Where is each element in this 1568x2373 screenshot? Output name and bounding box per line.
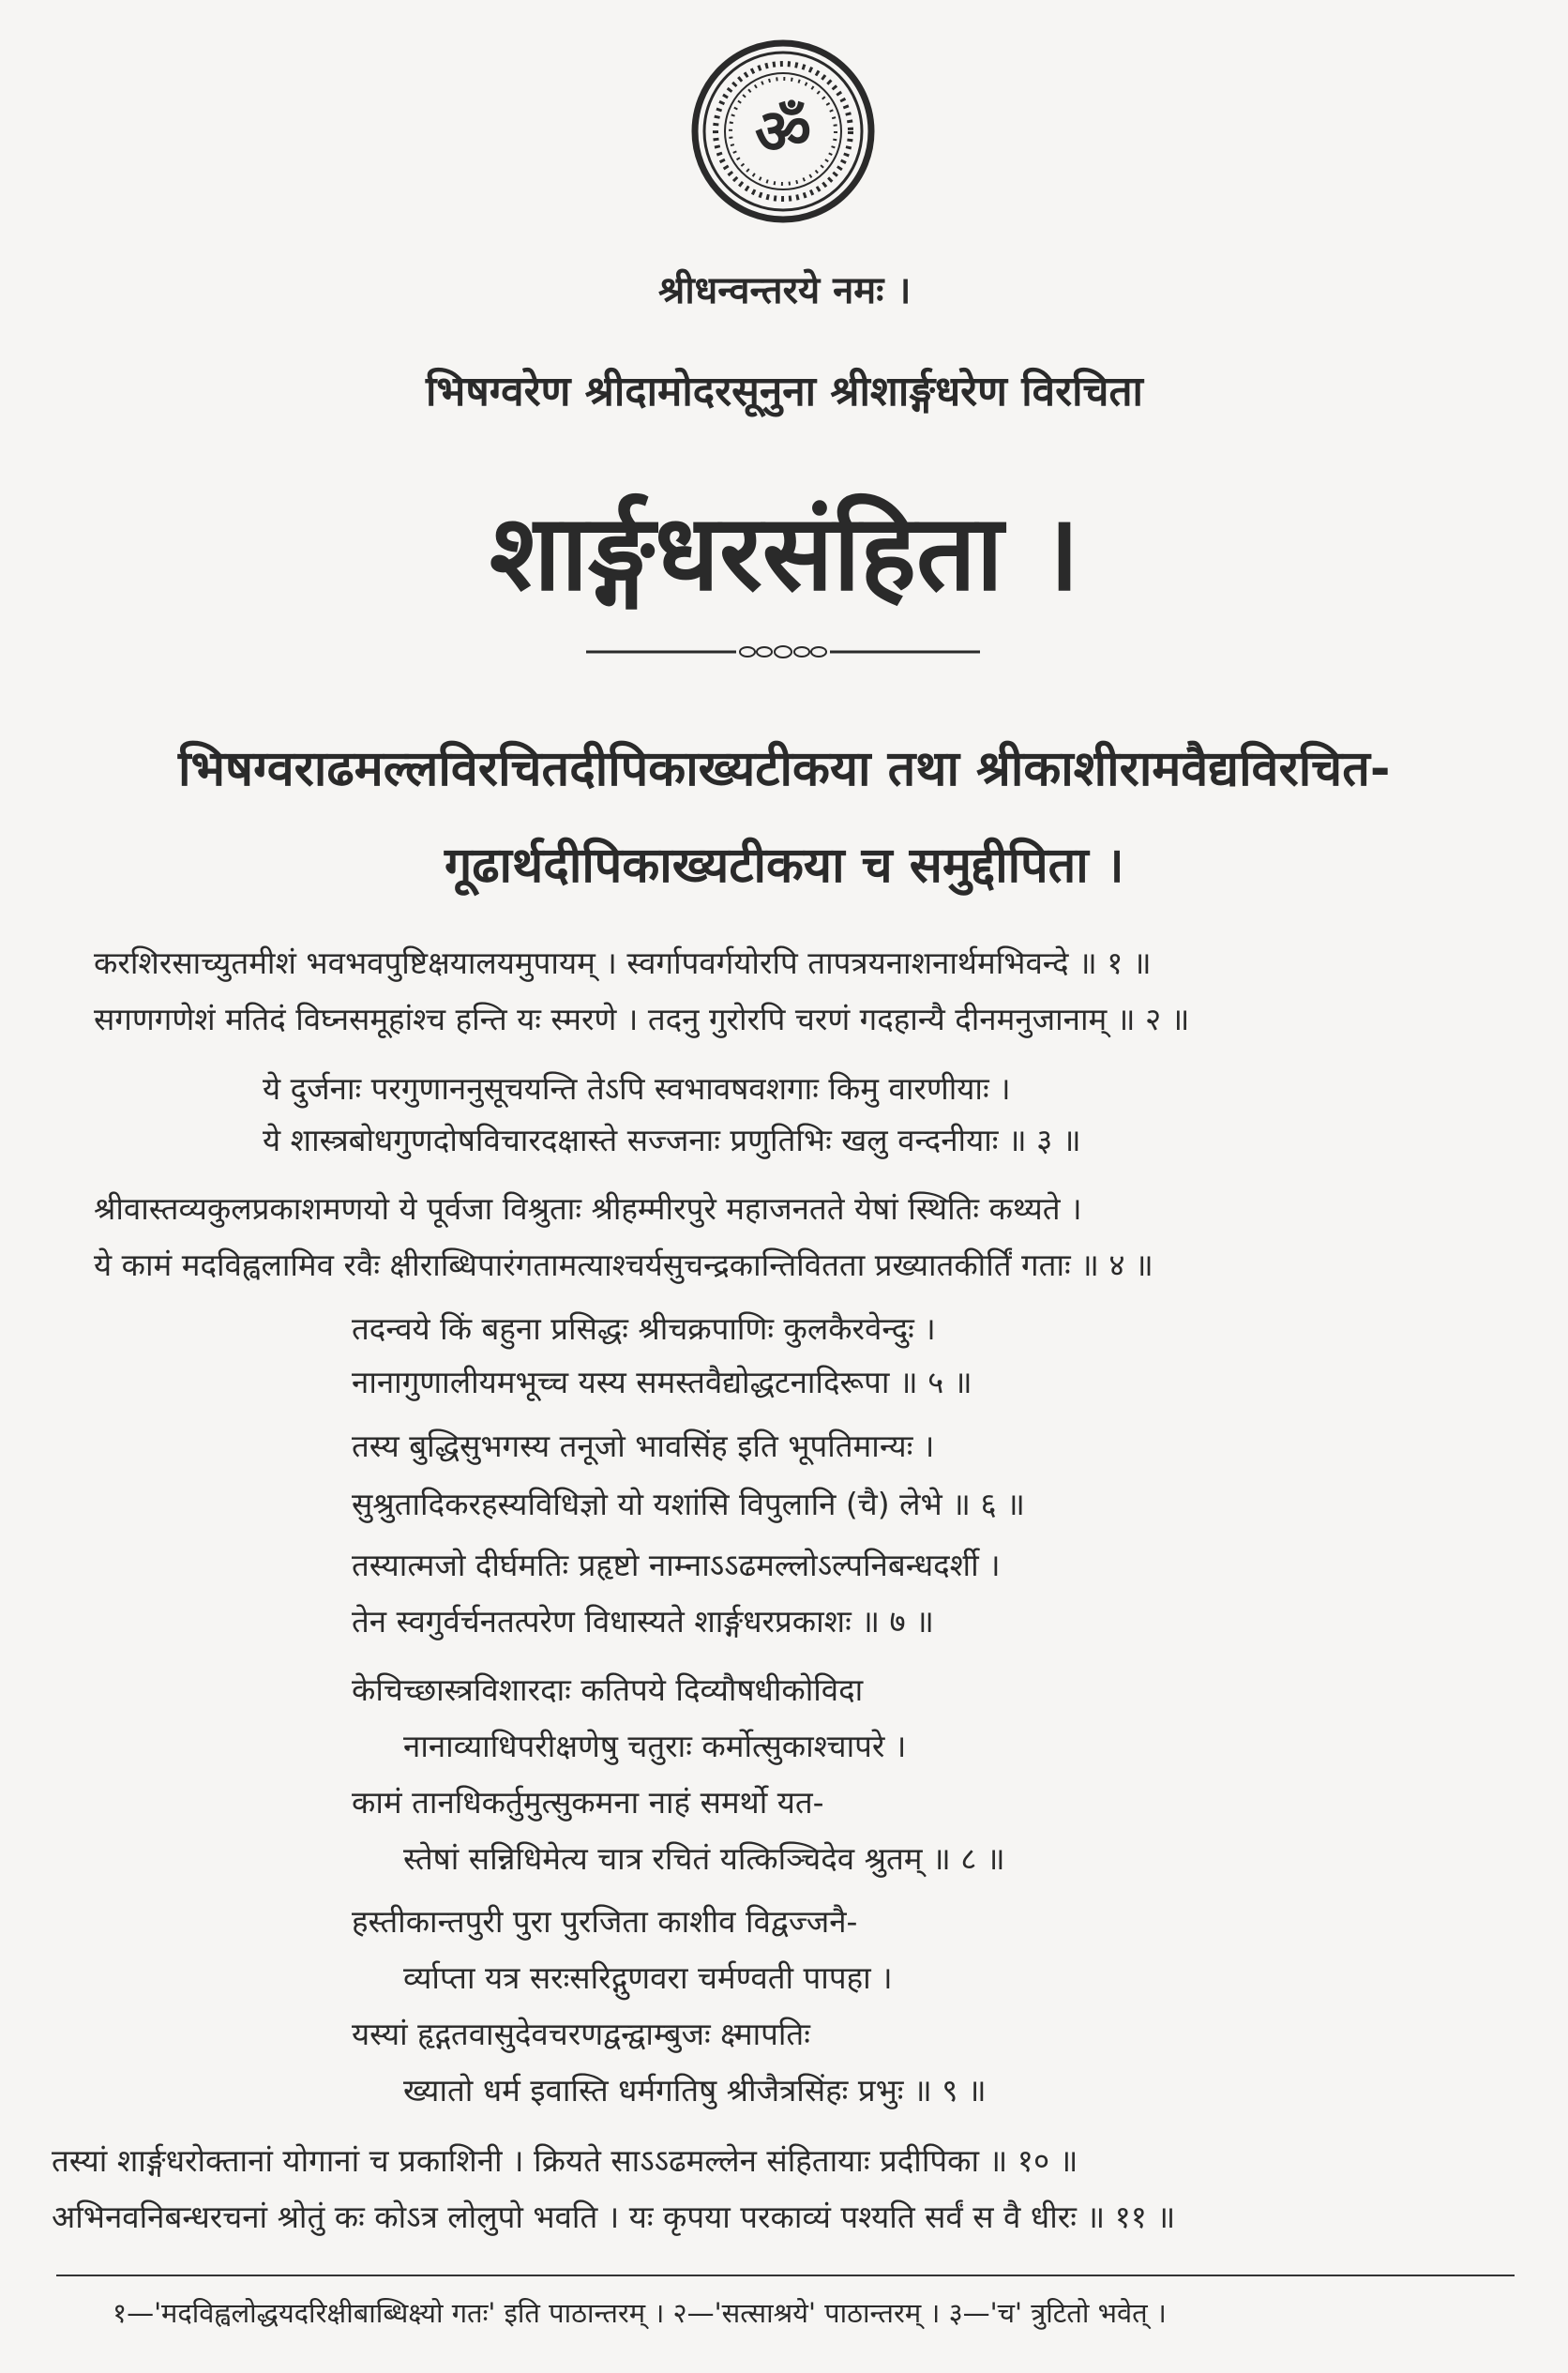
- commentary-line-1: भिषग्वराढमल्लविरचितदीपिकाख्यटीकया तथा श्रीकाशीरामवैद्यविरचित-: [178, 741, 1391, 797]
- verse-line: श्रीवास्तव्यकुलप्रकाशमणयो ये पूर्वजा विश्रुताः श्रीहम्मीरपुरे महाजनतते येषां स्थितिः कथ्यते ।: [94, 1190, 1082, 1227]
- verse-line: कामं तानधिकर्तुमुत्सुकमना नाहं समर्थो यत-: [352, 1784, 824, 1821]
- verse-line: ये शास्त्रबोधगुणदोषविचारदक्षास्ते सज्जनाः प्रणुतिभिः खलु वन्दनीयाः ॥ ३ ॥: [263, 1122, 1081, 1158]
- verse-line: नानाव्याधिपरीक्षणेषु चतुराः कर्मोत्सुकाश्चापरे ।: [403, 1728, 907, 1764]
- verse-line: तदन्वये किं बहुना प्रसिद्धः श्रीचक्रपाणिः कुलकैरवेन्दुः ।: [352, 1310, 936, 1347]
- author-line: भिषग्वरेण श्रीदामोदरसूनुना श्रीशार्ङ्गधरेण विरचिता: [426, 368, 1143, 416]
- verse-line: अभिनवनिबन्धरचनां श्रोतुं कः कोऽत्र लोलुपो भवति । यः कृपया परकाव्यं पश्यति सर्वं स वै धीरः ॥ ११ ॥: [52, 2199, 1176, 2235]
- verse-line: केचिच्छास्त्रविशारदाः कतिपये दिव्यौषधीकोविदा: [352, 1671, 864, 1708]
- verse-line: तस्य बुद्धिसुभगस्य तनूजो भावसिंह इति भूपतिमान्यः ।: [352, 1428, 935, 1464]
- om-emblem: [689, 38, 877, 225]
- verse-line: ख्यातो धर्म इवास्ति धर्मगतिषु श्रीजैत्रसिंहः प्रभुः ॥ ९ ॥: [403, 2072, 987, 2108]
- title-divider: [586, 638, 980, 666]
- invocation: श्रीधन्वन्तरये नमः ।: [658, 269, 912, 312]
- verse-line: सगणगणेशं मतिदं विघ्नसमूहांश्च हन्ति यः स्मरणे । तदनु गुरोरपि चरणं गदहान्यै दीनमनुजानाम् ॥ २ ॥: [94, 1001, 1190, 1037]
- verse-line: स्तेषां सन्निधिमेत्य चात्र रचितं यत्किञ्चिदेव श्रुतम् ॥ ८ ॥: [403, 1840, 1005, 1877]
- om-symbol: ॐ: [754, 96, 812, 168]
- footnote-rule: [56, 2275, 1515, 2276]
- verse-line: नानागुणालीयमभूच्च यस्य समस्तवैद्योद्धटनादिरूपा ॥ ५ ॥: [352, 1364, 972, 1400]
- verse-line: सुश्रुतादिकरहस्यविधिज्ञो यो यशांसि विपुलानि (चै) लेभे ॥ ६ ॥: [352, 1486, 1025, 1522]
- verse-line: तेन स्वगुर्वर्चनतत्परेण विधास्यते शार्ङ्गधरप्रकाशः ॥ ७ ॥: [352, 1603, 934, 1640]
- verse-line: ये कामं मदविह्वलामिव रवैः क्षीराब्धिपारंगतामत्याश्चर्यसुचन्द्रकान्तिवितता प्रख्यातकीर्तिं गताः ॥ ४ ॥: [94, 1247, 1153, 1283]
- verse-line: तस्यात्मजो दीर्घमतिः प्रहृष्टो नाम्नाऽऽढमल्लोऽल्पनिबन्धदर्शी ।: [352, 1547, 1001, 1583]
- page-title: शार्ङ्गधरसंहिता ।: [490, 492, 1080, 614]
- commentary-line-2: गूढार्थदीपिकाख्यटीकया च समुद्दीपिता ।: [445, 838, 1124, 894]
- verse-line: करशिरसाच्युतमीशं भवभवपुष्टिक्षयालयमुपायम् । स्वर्गापवर्गयोरपि तापत्रयनाशनार्थमभिवन्दे ॥ १ ॥: [94, 945, 1152, 981]
- footnote: १—'मदविह्वलोद्धयदरिक्षीबाब्धिक्ष्यो गतः' इति पाठान्तरम् । २—'सत्साश्रये' पाठान्तरम् । ३—'च' त्रुटितो भवेत् ।: [113, 2297, 1167, 2329]
- verse-line: तस्यां शार्ङ्गधरोक्तानां योगानां च प्रकाशिनी । क्रियते साऽऽढमल्लेन संहितायाः प्रदीपिका ॥ १० ॥: [52, 2142, 1078, 2179]
- verse-line: र्व्याप्ता यत्र सरःसरिद्गुणवरा चर्मण्वती पापहा ।: [403, 1959, 893, 1996]
- verse-line: हस्तीकान्तपुरी पुरा पुरजिता काशीव विद्वज्जनै-: [352, 1903, 858, 1940]
- verse-line: यस्यां हृद्गतवासुदेवचरणद्वन्द्वाम्बुजः क्ष्मापतिः: [352, 2016, 810, 2052]
- verse-line: ये दुर्जनाः परगुणाननुसूचयन्ति तेऽपि स्वभावषवशगाः किमु वारणीयाः ।: [263, 1070, 1011, 1107]
